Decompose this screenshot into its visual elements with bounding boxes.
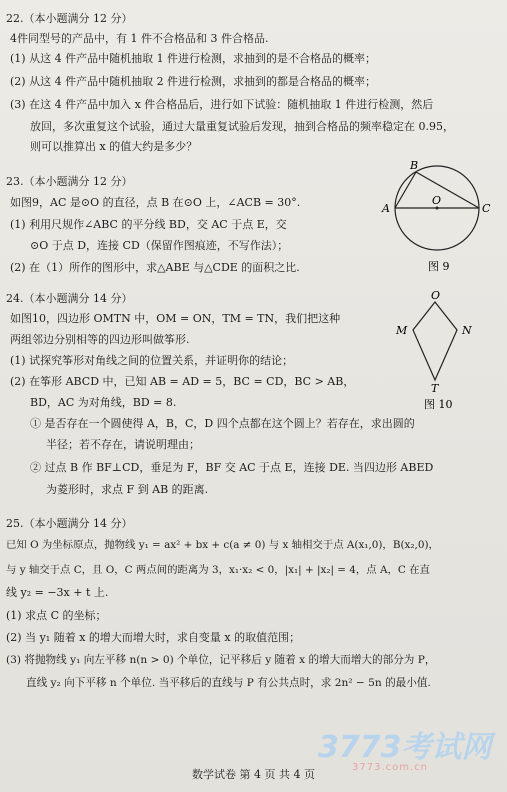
label-n: N (462, 324, 472, 337)
q25-line-6: (3) 将抛物线 y₁ 向左平移 n(n > 0) 个单位，记平移后 y 随着 x 的增大而增大的部分为 P， (6, 654, 436, 666)
label-m: M (396, 324, 408, 337)
label-o: O (432, 194, 442, 207)
segment-bc (416, 172, 479, 208)
q24-line-8: ② 过点 B 作 BF⊥CD，垂足为 F，BF 交 AC 于点 E，连接 DE. 当四边形 ABED (30, 461, 434, 474)
q25-line-7: 直线 y₂ 向下平移 n 个单位. 当平移后的直线与 P 有公共点时，求 2n² − 5n 的最小值. (26, 677, 431, 689)
label-a: A (382, 202, 390, 215)
q22-line-1: 4件同型号的产品中，有 1 件不合格品和 3 件合格品. (10, 32, 269, 45)
q25-line-5: (2) 当 y₁ 随着 x 的增大而增大时，求自变量 x 的取值范围； (6, 631, 301, 644)
q25-line-4: (1) 求点 C 的坐标； (6, 609, 107, 622)
figure-9 (380, 160, 500, 280)
q22-line-5: 放回，多次重复这个试验，通过大量重复试验后发现，抽到合格品的频率稳定在 0.95， (30, 120, 454, 133)
q24-line-4: (2) 在筝形 ABCD 中，已知 AB = AD = 5，BC = CD，BC > AB， (10, 375, 355, 388)
q24-line-9: 为菱形时，求点 F 到 AB 的距离. (46, 483, 209, 496)
segment-ab (395, 172, 416, 208)
q25-line-1: 已知 O 为坐标原点，抛物线 y₁ = ax² + bx + c(a ≠ 0) 与 x 轴相交于点 A(x₁,0)，B(x₂,0)， (6, 539, 439, 551)
label-o: O (431, 289, 441, 302)
q24-line-5: BD，AC 为对角线，BD = 8. (30, 396, 177, 409)
q25-header: 25.（本小题满分 14 分） (6, 517, 133, 530)
page-footer: 数学试卷 第 4 页 共 4 页 (192, 768, 315, 781)
label-c: C (482, 202, 491, 215)
q23-line-3: ⊙O 于点 D，连接 CD（保留作图痕迹，不写作法）； (30, 239, 289, 252)
kite-omtn (413, 302, 457, 380)
q24-line-3: (1) 试探究筝形对角线之间的位置关系，并证明你的结论； (10, 354, 294, 367)
q24-line-2: 两组邻边分别相等的四边形叫做筝形. (10, 333, 190, 346)
q23-header: 23.（本小题满分 12 分） (6, 175, 133, 188)
figure-10 (380, 288, 490, 413)
q23-line-4: (2) 在（1）所作的图形中，求△ABE 与△CDE 的面积之比. (10, 261, 300, 274)
q25-line-3: 线 y₂ = −3x + t 上. (6, 586, 109, 599)
watermark-logo: 3773考试网 (318, 730, 492, 765)
q22-line-6: 则可以推算出 x 的值大约是多少？ (30, 140, 198, 153)
q22-line-4: (3) 在这 4 件产品中加入 x 件合格品后，进行如下试验：随机抽取 1 件进行检测，然后 (10, 98, 434, 111)
q24-line-1: 如图10，四边形 OMTN 中，OM = ON，TM = TN，我们把这种 (10, 312, 341, 325)
label-b: B (410, 160, 419, 172)
q22-line-2: (1) 从这 4 件产品中随机抽取 1 件进行检测，求抽到的是不合格品的概率； (10, 52, 377, 65)
q22-header: 22.（本小题满分 12 分） (6, 12, 133, 25)
q24-line-6: ① 是否存在一个圆使得 A，B，C，D 四个点都在这个圆上？若存在，求出圆的 (30, 417, 415, 430)
q24-header: 24.（本小题满分 14 分） (6, 292, 133, 305)
q24-line-7: 半径；若不存在，请说明理由； (46, 438, 200, 451)
q23-line-2: (1) 利用尺规作∠ABC 的平分线 BD，交 AC 于点 E，交 (10, 218, 287, 231)
figure-10-caption: 图 10 (424, 398, 453, 411)
q25-line-2: 与 y 轴交于点 C，且 O，C 两点间的距离为 3，x₁·x₂ < 0，|x₁| + |x₂| = 4，点 A，C 在直 (6, 564, 430, 576)
watermark-url: 3773.com.cn (352, 762, 428, 773)
label-t: T (431, 382, 439, 395)
q22-line-3: (2) 从这 4 件产品中随机抽取 2 件进行检测，求抽到的都是合格品的概率； (10, 75, 377, 88)
figure-9-caption: 图 9 (428, 260, 450, 273)
q23-line-1: 如图9，AC 是⊙O 的直径，点 B 在⊙O 上，∠ACB = 30°. (10, 196, 301, 209)
